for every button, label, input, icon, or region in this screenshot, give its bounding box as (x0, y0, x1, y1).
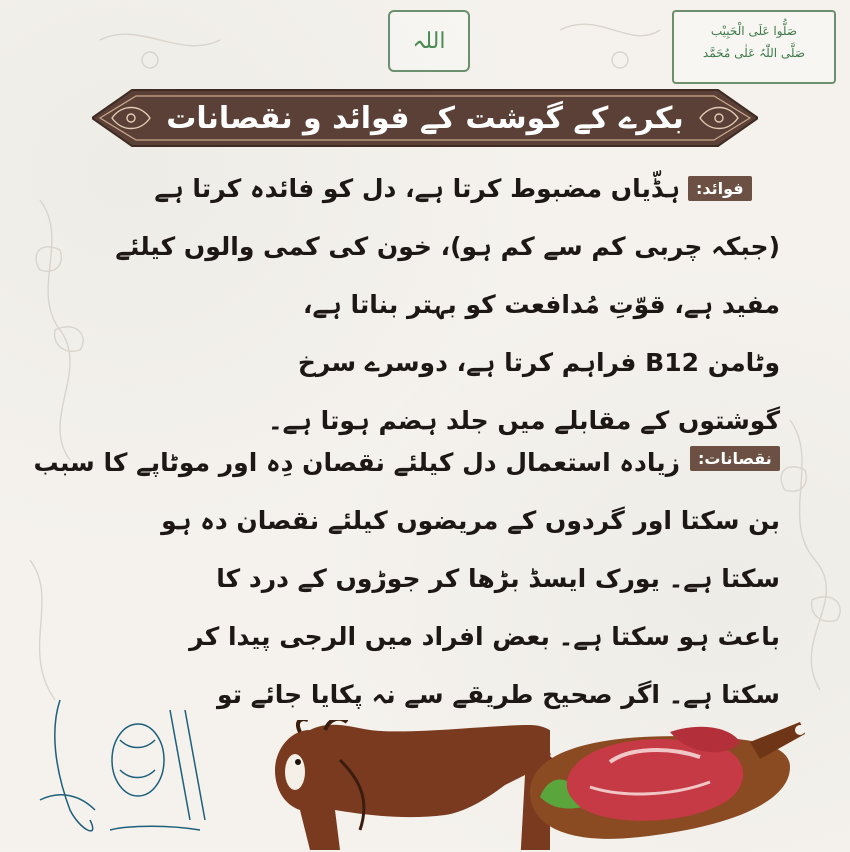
title-banner (92, 88, 758, 148)
harms-label: نقصانات: (690, 446, 780, 471)
salawat-line-1: صَلُّوا عَلَی الْحَبِیْب (710, 24, 798, 38)
handwritten-signature (20, 680, 220, 850)
allah-calligraphy: اللہ (412, 28, 446, 54)
benefits-line: (جبکہ چربی کم سے کم ہو)، خون کی کمی والوں کیلئے (115, 232, 780, 261)
benefits-line: وٹامن B12 فراہم کرتا ہے، دوسرے سرخ (297, 348, 780, 377)
allah-calligraphy-box (388, 10, 470, 72)
meat-board-illustration (520, 712, 810, 852)
harms-line: سکتا ہے۔ اگر صحیح طریقے سے نہ پکایا جائے تو (216, 680, 780, 709)
benefits-line: گوشتوں کے مقابلے میں جلد ہضم ہوتا ہے۔ (268, 406, 780, 435)
goat-illustration (270, 720, 550, 850)
benefits-line: مفید ہے، قوّتِ مُدافعت کو بہتر بناتا ہے، (303, 290, 780, 319)
harms-line: بن سکتا اور گردوں کے مریضوں کیلئے نقصان دہ ہو (161, 506, 780, 535)
harms-line: زیادہ استعمال دل کیلئے نقصان دِہ اور موٹاپے کا سبب (33, 448, 680, 477)
benefits-label: فوائد: (688, 176, 752, 201)
salawat-box (672, 10, 836, 84)
page-title: بکرے کے گوشت کے فوائد و نقصانات (166, 100, 684, 136)
salawat-line-2: صَلَّی اللّٰہُ عَلٰی مُحَمَّد (702, 46, 806, 60)
harms-line: سکتا ہے۔ یورک ایسڈ بڑھا کر جوڑوں کے درد کا (216, 564, 780, 593)
harms-line: باعث ہو سکتا ہے۔ بعض افراد میں الرجی پیدا کر (189, 622, 780, 651)
benefits-line: ہڈّیاں مضبوط کرتا ہے، دل کو فائدہ کرتا ہے (154, 174, 680, 203)
